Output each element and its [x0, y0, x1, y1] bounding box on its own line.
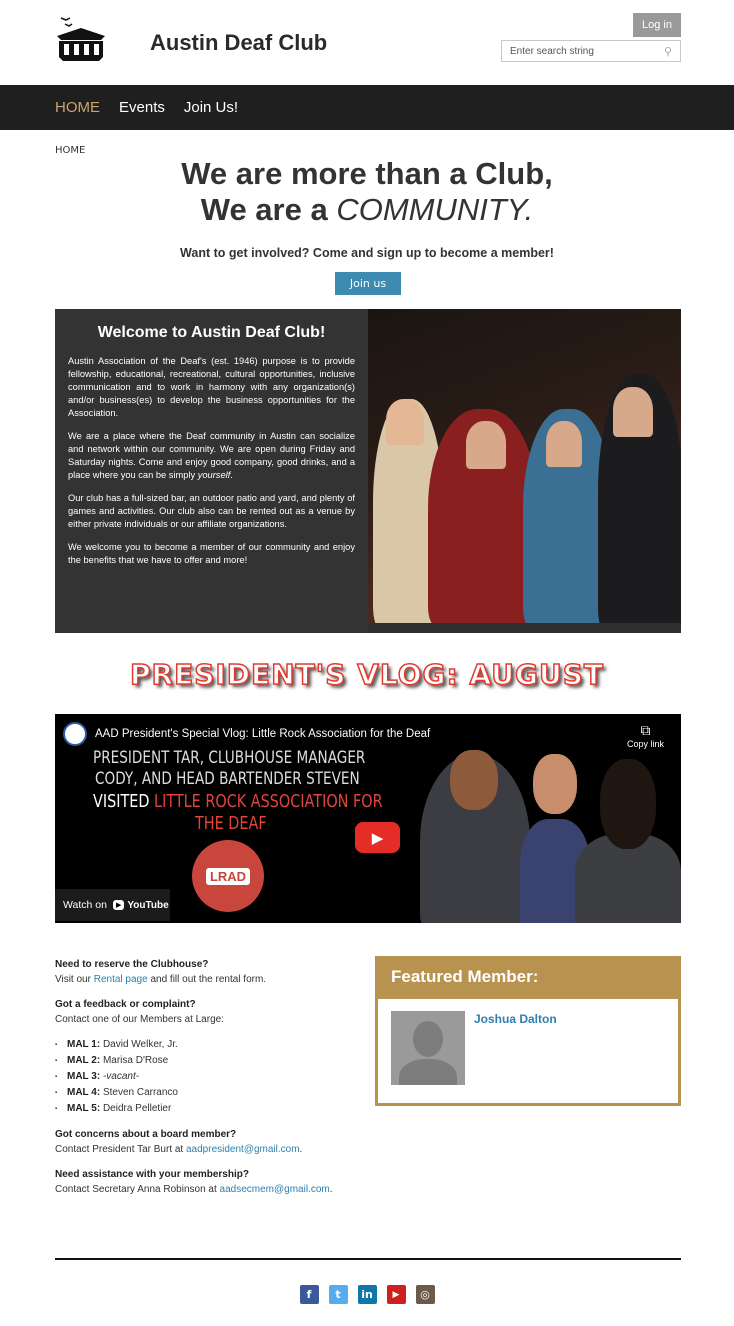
featured-member-card	[375, 956, 681, 1106]
president-email-link[interactable]: aadpresident@gmail.com	[186, 1144, 300, 1155]
site-title[interactable]: Austin Deaf Club	[150, 30, 328, 55]
info-text: .	[329, 1184, 333, 1195]
info-text: Contact Secretary Anna Robinson at	[55, 1184, 220, 1195]
instagram-icon[interactable]: ◎	[416, 1285, 435, 1304]
list-item	[55, 1053, 365, 1069]
copy-icon: ⧉	[640, 722, 651, 738]
hero-subtitle: Want to get involved? Come and sign up to become a member!	[180, 246, 554, 260]
info-text: Visit our	[55, 974, 94, 985]
mal-name: Deidra Pelletier	[102, 1103, 172, 1114]
mal-name: -vacant-	[102, 1071, 140, 1082]
hero-line-2-prefix: We are a	[200, 192, 337, 227]
facebook-icon[interactable]: f	[300, 1285, 319, 1304]
watch-on-label: Watch on	[63, 899, 107, 911]
logo[interactable]	[55, 14, 107, 70]
welcome-paragraph: Our club has a full-sized bar, an outdoor patio and yard, and plenty of games and activities. Our club also can be rented out as a venue by either private individuals or our affiliate organizations.	[68, 493, 355, 529]
thumb-visited: VISITED	[93, 791, 155, 812]
mal-label: MAL 4:	[67, 1087, 101, 1098]
login-button[interactable]: Log in	[633, 13, 681, 37]
welcome-emphasis: yourself	[197, 470, 231, 480]
avatar[interactable]	[391, 1011, 465, 1085]
channel-avatar[interactable]	[63, 722, 87, 746]
nav-item-home[interactable]: HOME	[55, 99, 100, 116]
linkedin-icon[interactable]: in	[358, 1285, 377, 1304]
list-item	[55, 1037, 365, 1053]
thumb-text: THE DEAF	[195, 813, 267, 834]
info-question: Need to reserve the Clubhouse?	[55, 959, 209, 970]
list-item	[55, 1085, 365, 1101]
video-title[interactable]: AAD President's Special Vlog: Little Rock Association for the Deaf	[95, 728, 431, 740]
info-text: Contact President Tar Burt at	[55, 1144, 186, 1155]
social-links	[0, 1285, 734, 1304]
welcome-paragraph: Austin Association of the Deaf's (est. 1946) purpose is to provide fellowship, educational, recreational, cultural opportunities, inclusive communication and to work in harmony with any organization(s) and/or business(es) to develop the business opportunities for the Association.	[68, 356, 355, 418]
lrad-seal	[192, 840, 264, 912]
search-input[interactable]	[501, 40, 681, 62]
youtube-embed[interactable]	[55, 714, 681, 923]
welcome-paragraph	[68, 430, 355, 482]
youtube-icon[interactable]: ▶	[387, 1285, 406, 1304]
info-question: Got concerns about a board member?	[55, 1129, 237, 1140]
contact-info	[55, 957, 365, 1207]
mal-list	[55, 1037, 365, 1117]
list-item	[55, 1101, 365, 1117]
twitter-icon[interactable]: t	[329, 1285, 348, 1304]
mal-name: Marisa D'Rose	[102, 1055, 169, 1066]
secretary-email-link[interactable]: aadsecmem@gmail.com	[219, 1184, 330, 1195]
welcome-paragraph: We welcome you to become a member of our community and enjoy the benefits that we have to offer and more!	[68, 542, 355, 565]
hero-heading	[0, 156, 734, 228]
vlog-title: PRESIDENT'S VLOG: AUGUST	[130, 658, 604, 691]
nav-item-events[interactable]: Events	[119, 99, 165, 116]
search-icon[interactable]: ⚲	[663, 45, 672, 58]
featured-member-title: Featured Member:	[378, 959, 678, 999]
lrad-seal-text: LRAD	[206, 868, 250, 885]
copy-link-button[interactable]	[627, 722, 664, 749]
info-text: .	[299, 1144, 303, 1155]
rental-page-link[interactable]: Rental page	[93, 974, 148, 985]
search-placeholder: Enter search string	[510, 45, 594, 57]
footer-divider	[55, 1258, 681, 1260]
mal-label: MAL 3:	[67, 1071, 101, 1082]
welcome-title: Welcome to Austin Deaf Club!	[97, 324, 326, 341]
play-button[interactable]: ▶	[355, 822, 400, 853]
info-text: Contact one of our Members at Large:	[55, 1014, 224, 1025]
list-item	[55, 1069, 365, 1085]
mal-label: MAL 1:	[67, 1039, 101, 1050]
join-us-button[interactable]: Join us	[335, 272, 401, 295]
welcome-text: We are a place where the Deaf community in Austin can socialize and network within our community. We are open during Friday and Saturday nights. Come and enjoy good company, good drinks, and a place where you can be simply	[68, 431, 355, 480]
thumb-red: LITTLE ROCK ASSOCIATION FOR	[154, 791, 383, 812]
mal-name: David Welker, Jr.	[102, 1039, 178, 1050]
hero-line-2	[0, 192, 734, 228]
info-question: Got a feedback or complaint?	[55, 999, 196, 1010]
thumb-text: PRESIDENT TAR, CLUBHOUSE MANAGER	[93, 748, 366, 768]
breadcrumb[interactable]: HOME	[55, 145, 86, 156]
mal-label: MAL 2:	[67, 1055, 101, 1066]
hero-line-1: We are more than a Club,	[181, 156, 553, 191]
nav-item-join-us[interactable]: Join Us!	[183, 99, 239, 116]
thumb-text	[93, 792, 383, 812]
main-nav	[0, 85, 734, 130]
club-photo	[368, 309, 681, 633]
hero-community: COMMUNITY.	[336, 192, 534, 227]
featured-member-name[interactable]: Joshua Dalton	[474, 1012, 557, 1026]
welcome-text: .	[230, 470, 233, 480]
clubhouse-logo-icon	[55, 14, 107, 70]
info-text: and fill out the rental form.	[147, 974, 267, 985]
youtube-label: YouTube	[127, 899, 169, 911]
mal-name: Steven Carranco	[102, 1087, 178, 1098]
info-question: Need assistance with your membership?	[55, 1169, 249, 1180]
welcome-panel	[55, 309, 368, 633]
thumb-text: CODY, AND HEAD BARTENDER STEVEN	[95, 769, 360, 789]
copy-link-label: Copy link	[627, 739, 665, 749]
watch-on-youtube[interactable]	[55, 889, 170, 921]
youtube-logo-icon: ▶	[113, 900, 124, 910]
mal-label: MAL 5:	[67, 1103, 101, 1114]
